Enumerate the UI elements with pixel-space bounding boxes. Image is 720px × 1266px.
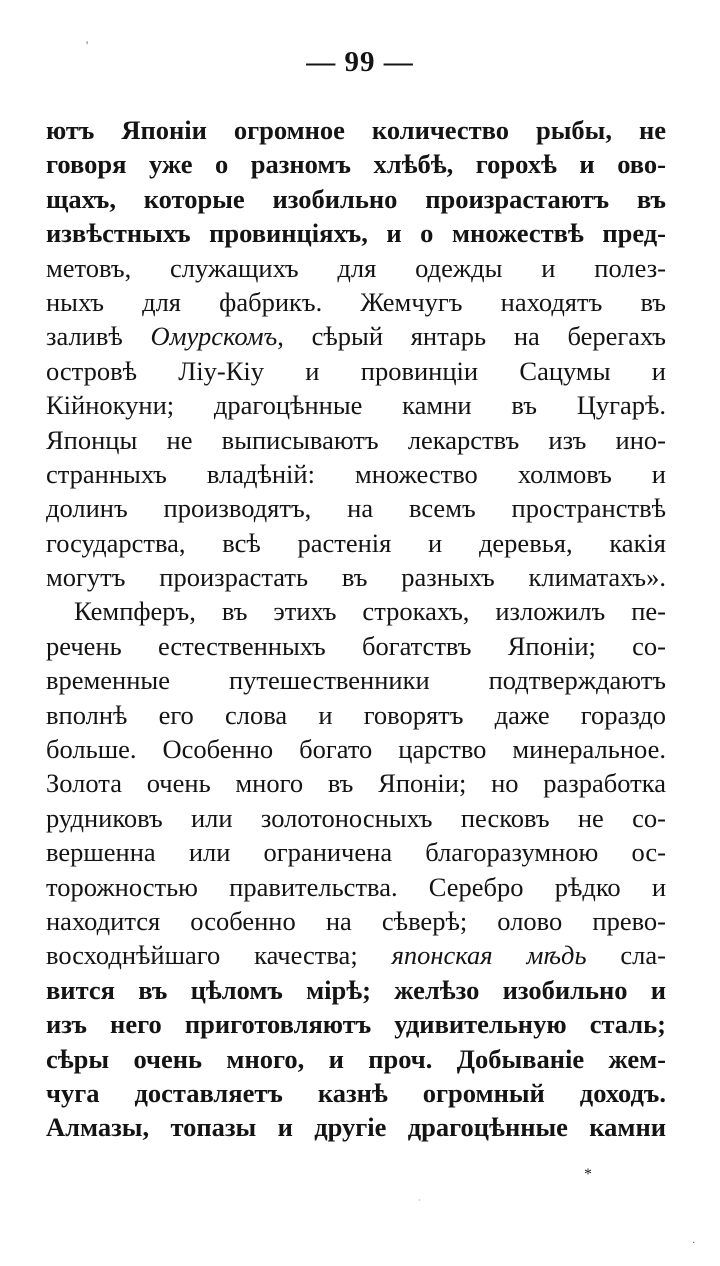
text-line-17: временные путешественники подтверждаютъ (46, 665, 666, 696)
text-line-30: Алмазы, топазы и другіе драгоцѣнные камни (46, 1112, 666, 1143)
text-line-7 (46, 319, 666, 353)
text-line-25-post: сла- (586, 940, 666, 971)
text-line-23: торожностью правительства. Серебро рѣдко и (46, 871, 666, 902)
text-line-7-post: , сѣрый янтарь на берегахъ (277, 321, 666, 352)
japanese-copper-phrase: японская мѣдь (391, 940, 587, 971)
text-line-27: изъ него приготовляютъ удивительную сталь; (46, 1009, 666, 1040)
text-line-12: долинъ производятъ, на всемъ пространствѣ (46, 493, 666, 524)
text-line-10: Японцы не выписываютъ лекарствъ изъ ино- (46, 424, 666, 455)
text-line-29: чуга доставляетъ казнѣ огромный доходъ. (46, 1077, 666, 1108)
text-line-15: Кемпферъ, въ этихъ строкахъ, изложилъ пе- (74, 596, 666, 627)
text-line-1: ютъ Японіи огромное количество рыбы, не (46, 115, 666, 145)
text-line-21: рудниковъ или золотоносныхъ песковъ не со- (46, 802, 666, 833)
signature-mark: * (584, 1166, 592, 1183)
stray-dot-middle: · (418, 1196, 421, 1205)
text-line-9: Кійнокуни; драгоцѣнные камни въ Цугарѣ. (46, 390, 666, 421)
body-text (46, 113, 666, 1145)
text-line-2: говоря уже о разномъ хлѣбѣ, горохѣ и ово- (46, 149, 666, 180)
place-name-omura: Омурскомъ (150, 321, 278, 352)
text-line-7-pre: заливѣ (46, 321, 151, 352)
text-line-14: могутъ произрастать въ разныхъ климатахъ». (46, 562, 666, 593)
text-line-8: островѣ Ліу-Кіу и провинціи Сацумы и (46, 355, 666, 386)
text-line-28: сѣры очень много, и проч. Добываніе жем- (46, 1043, 666, 1074)
text-line-25-pre: восходнѣйшаго качества; (46, 940, 392, 971)
text-line-20: Золота очень много въ Японіи; но разработка (46, 768, 666, 799)
text-line-5: метовъ, служащихъ для одежды и полез- (46, 252, 666, 283)
text-line-13: государства, всѣ растенія и деревья, какія (46, 527, 666, 558)
text-line-26: вится въ цѣломъ мірѣ; желѣзо изобильно и (46, 974, 666, 1005)
text-line-6: ныхъ для фабрикъ. Жемчугъ находятъ въ (46, 286, 666, 317)
stray-dot-corner: · (692, 1238, 696, 1249)
stray-mark-top: ' (86, 38, 89, 52)
text-line-16: речень естественныхъ богатствъ Японіи; со- (46, 630, 666, 661)
text-line-3: щахъ, которые изобильно произрастаютъ въ (46, 183, 666, 214)
text-line-11: странныхъ владѣній: множество холмовъ и (46, 458, 666, 489)
text-line-25 (46, 938, 666, 972)
page-number: — 99 — (306, 46, 414, 78)
text-line-19: больше. Особенно богато царство минеральное. (46, 734, 666, 765)
text-line-18: вполнѣ его слова и говорятъ даже гораздо (46, 699, 666, 730)
text-line-4: извѣстныхъ провинціяхъ, и о множествѣ пред- (46, 218, 666, 249)
text-line-22: вершенна или ограничена благоразумною ос- (46, 837, 666, 868)
text-line-24: находится особенно на сѣверѣ; олово прево- (46, 905, 666, 936)
